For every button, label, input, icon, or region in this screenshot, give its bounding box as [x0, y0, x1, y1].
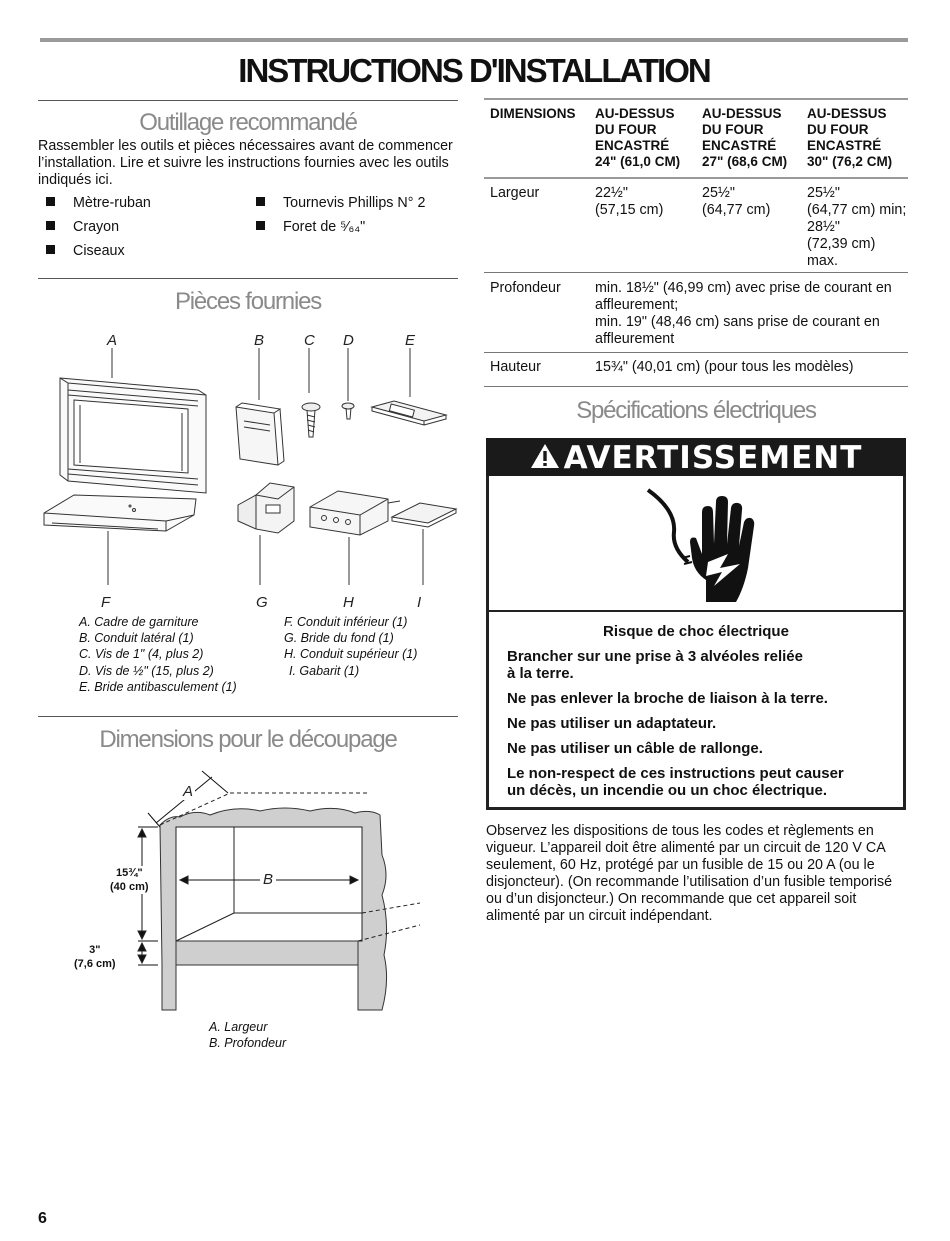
cell-largeur-27: 25½" (64,77 cm): [702, 185, 771, 218]
anti-tip-bracket-icon: [372, 401, 446, 425]
bottom-duct-icon: [44, 495, 196, 585]
row-label-largeur: Largeur: [490, 185, 540, 201]
cutout-legend: [209, 1019, 286, 1051]
parts-illustration: [38, 345, 458, 595]
warning-line: Ne pas utiliser un adaptateur.: [507, 715, 717, 732]
warning-title: AVERTISSEMENT: [563, 440, 863, 476]
cell-largeur-24: 22½" (57,15 cm): [595, 185, 664, 218]
bullet-icon: [256, 221, 265, 230]
tool-item: [46, 243, 125, 259]
legend-item: B. Profondeur: [209, 1036, 287, 1051]
top-duct-icon: [310, 491, 400, 585]
parts-legend-right: [284, 614, 417, 679]
legend-item: A. Largeur: [209, 1020, 268, 1034]
cell-largeur-30: 25½" (64,77 cm) min; 28½" (72,39 cm) max.: [807, 185, 907, 269]
part-letter: C: [304, 332, 315, 349]
height-dimension: [110, 866, 149, 894]
base-value: 3": [89, 944, 101, 956]
part-letter: H: [343, 594, 354, 611]
row-label-hauteur: Hauteur: [490, 359, 541, 375]
dimension-label-b: B: [260, 871, 276, 888]
page-title: INSTRUCTIONS D'INSTALLATION: [238, 52, 710, 89]
side-duct-icon: [236, 403, 284, 465]
section-divider: [38, 716, 458, 717]
part-letter: B: [254, 332, 265, 349]
top-rule: [40, 38, 908, 42]
legend-item: B. Conduit latéral (1): [79, 631, 194, 646]
cutout-heading: Dimensions pour le découpage: [99, 726, 397, 753]
legend-item: D. Vis de ½" (15, plus 2): [79, 663, 214, 678]
paragraph-line: ou d’un disjoncteur.) On recommande que cet appareil soit: [486, 891, 857, 907]
tool-label: Tournevis Phillips N° 2: [283, 195, 426, 211]
tools-intro: [38, 138, 468, 189]
cell-hauteur: 15¾" (40,01 cm) (pour tous les modèles): [595, 359, 854, 375]
height-value: 15¾": [115, 867, 143, 879]
bottom-bracket-icon: [238, 483, 294, 585]
part-letter: D: [343, 332, 354, 349]
part-letter: E: [405, 332, 416, 349]
tools-heading: Outillage recommandé: [139, 109, 357, 136]
legend-item: E. Bride antibasculement (1): [79, 679, 237, 694]
cell-profondeur: min. 18½" (46,99 cm) avec prise de courant en affleurement; min. 19" (48,46 cm) sans prise de courant en affleurement: [595, 280, 892, 347]
bullet-icon: [256, 197, 265, 206]
section-divider: [38, 100, 458, 101]
legend-item: A. Cadre de garniture: [79, 615, 199, 629]
tools-intro-line: Rassembler les outils et pièces nécessaires avant de commencer: [38, 138, 453, 154]
section-divider: [38, 278, 458, 279]
legend-item: F. Conduit inférieur (1): [284, 615, 408, 629]
bullet-icon: [46, 221, 55, 230]
paragraph-line: vigueur. L’appareil doit être alimenté par un circuit de 120 V CA: [486, 840, 886, 856]
bullet-icon: [46, 197, 55, 206]
warning-line: Brancher sur une prise à 3 alvéoles reliée à la terre.: [507, 648, 803, 682]
part-letter: I: [417, 594, 422, 611]
base-value-cm: (7,6 cm): [74, 958, 116, 970]
table-header-rule: [484, 177, 908, 179]
warning-line: Ne pas utiliser un câble de rallonge.: [507, 740, 763, 757]
tool-item: [46, 219, 119, 235]
electrical-paragraph: [486, 823, 910, 925]
paragraph-line: Observez les dispositions de tous les codes et règlements en: [486, 823, 874, 839]
table-header-dimensions: DIMENSIONS: [490, 106, 576, 121]
base-dimension: [74, 943, 116, 971]
table-header-24: AU-DESSUS DU FOUR ENCASTRÉ 24" (61,0 CM): [595, 106, 681, 169]
paragraph-line: seulement, 60 Hz, protégé par un fusible de 15 ou 20 A (ou le: [486, 857, 875, 873]
part-letter: F: [101, 594, 111, 611]
table-row-rule: [484, 272, 908, 273]
tool-item: [46, 195, 151, 211]
screw-short-icon: [342, 403, 354, 419]
warning-risk: Risque de choc électrique: [603, 623, 789, 640]
part-letter: G: [256, 594, 268, 611]
page-number: 6: [38, 1210, 47, 1227]
height-value-cm: (40 cm): [110, 881, 149, 893]
table-header-27: AU-DESSUS DU FOUR ENCASTRÉ 27" (68,6 CM): [702, 106, 788, 169]
bullet-icon: [46, 245, 55, 254]
tool-item: [256, 219, 365, 235]
tool-label: Foret de ⁵⁄₆₄": [283, 219, 366, 235]
paragraph-line: disjoncteur). (On recommande l’utilisation d’un fusible temporisé: [486, 874, 893, 890]
legend-item: H. Conduit supérieur (1): [284, 647, 418, 662]
electrical-heading: Spécifications électriques: [576, 397, 816, 424]
trim-frame-icon: [60, 378, 206, 493]
screw-long-icon: [302, 403, 320, 437]
template-icon: [392, 503, 456, 585]
tool-label: Mètre-ruban: [73, 195, 151, 211]
parts-legend-left: [79, 614, 237, 695]
tools-intro-line: l’installation. Lire et suivre les instructions fournies avec les outils: [38, 155, 449, 171]
tool-label: Ciseaux: [73, 243, 125, 259]
table-header-30: AU-DESSUS DU FOUR ENCASTRÉ 30" (76,2 CM): [807, 106, 893, 169]
warning-line: Ne pas enlever la broche de liaison à la terre.: [507, 690, 828, 707]
paragraph-line: alimenté par un circuit indépendant.: [486, 908, 713, 924]
cutout-diagram: [100, 765, 430, 1015]
tool-label: Crayon: [73, 219, 120, 235]
electric-shock-hand-icon: [636, 484, 766, 606]
table-bottom-rule: [484, 386, 908, 387]
tool-item: [256, 195, 425, 211]
row-label-profondeur: Profondeur: [490, 280, 561, 296]
warning-divider: [489, 610, 903, 612]
table-row-rule: [484, 352, 908, 353]
legend-item: G. Bride du fond (1): [284, 631, 394, 646]
warning-triangle-icon: [530, 440, 560, 480]
warning-line: Le non-respect de ces instructions peut causer un décès, un incendie ou un choc électrique.: [507, 765, 844, 799]
parts-heading: Pièces fournies: [174, 288, 322, 315]
dimension-label-a: A: [183, 783, 194, 800]
table-top-rule: [484, 98, 908, 100]
legend-item: I. Gabarit (1): [289, 663, 360, 678]
tools-intro-line: indiqués ici.: [38, 172, 113, 188]
warning-header: [486, 438, 906, 476]
legend-item: C. Vis de 1" (4, plus 2): [79, 647, 204, 662]
part-letter: A: [107, 332, 118, 349]
